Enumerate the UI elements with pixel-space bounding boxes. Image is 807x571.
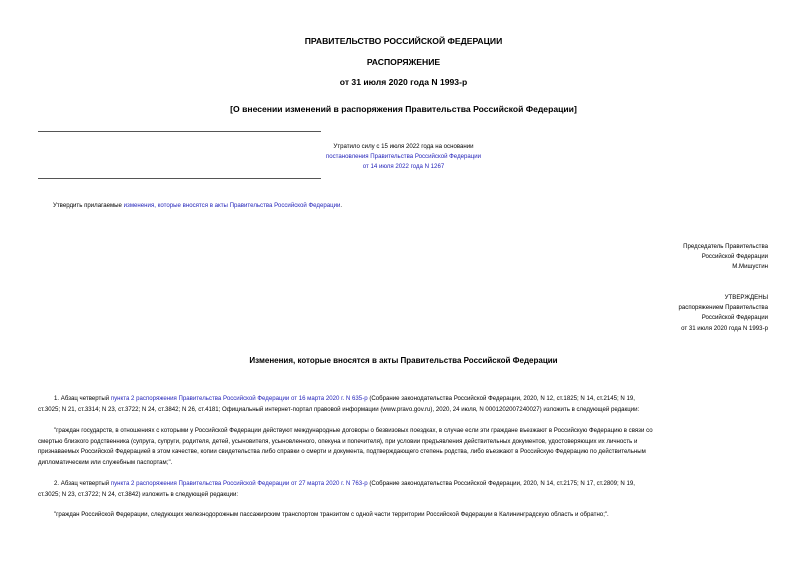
document-type: РАСПОРЯЖЕНИЕ — [366, 57, 441, 67]
separator-top — [38, 131, 321, 132]
changes-link[interactable]: изменения, которые вносятся в акты Правительства Российской Федерации — [123, 202, 341, 209]
approved-by: распоряжением Правительства — [678, 304, 768, 312]
status-note — [300, 142, 507, 173]
quote-2 — [38, 510, 768, 521]
document-title: [О внесении изменений в распоряжения Правительства Российской Федерации] — [230, 104, 577, 114]
decree-763-link[interactable]: пункта 2 распоряжения Правительства Российской Федерации от 27 марта 2020 г. N 763-р — [110, 480, 368, 487]
item-1 — [38, 394, 768, 415]
approve-paragraph — [53, 201, 342, 211]
approved-date: от 31 июля 2020 года N 1993-р — [681, 324, 768, 332]
item-2-line-1 — [38, 479, 768, 490]
item-1-source: (Собрание законодательства Российской Федерации, 2020, N 12, ст.1825; N 14, ст.2145; N 19, — [367, 395, 635, 402]
decree-635-link[interactable]: пункта 2 распоряжения Правительства Российской Федерации от 16 марта 2020 г. N 635-р — [110, 395, 368, 402]
signature-country: Российской Федерации — [701, 253, 768, 261]
approved-country: Российской Федерации — [701, 314, 768, 322]
quote-1-line-3: признаваемых Российской Федерацией в этом качестве, копии свидетельства либо справки о смерти и документа, подтверждающего степень родства, либо въезжают в Российскую Федерацию по действительным — [38, 448, 646, 455]
government-heading: ПРАВИТЕЛЬСТВО РОССИЙСКОЙ ФЕДЕРАЦИИ — [304, 36, 503, 46]
quote-1-line-4: дипломатическим или служебным паспортам;". — [38, 458, 173, 466]
repeal-decree-link[interactable]: постановления Правительства Российской Федерации — [325, 153, 482, 161]
item-2-source: (Собрание законодательства Российской Федерации, 2020, N 14, ст.2175; N 17, ст.2809; N 19, — [367, 480, 635, 487]
item-2-line-2: ст.3025; N 23, ст.3722; N 24, ст.3842) изложить в следующей редакции: — [38, 490, 239, 498]
approve-text-end: . — [340, 202, 343, 209]
changes-title: Изменения, которые вносятся в акты Правительства Российской Федерации — [249, 356, 558, 365]
item-1-lead: 1. Абзац четвертый — [54, 395, 111, 402]
quote-2-line-1: "граждан Российской Федерации, следующих железнодорожным пассажирским транспортом транзитом с одной части территории Российской Федерации в Калининградскую область и обратно;". — [54, 511, 609, 518]
approved-heading: УТВЕРЖДЕНЫ — [724, 294, 768, 301]
item-2-lead: 2. Абзац четвертый — [54, 480, 111, 487]
signature-position: Председатель Правительства — [683, 243, 768, 250]
separator-bottom — [38, 178, 321, 179]
status-note-text: Утратило силу с 15 июля 2022 года на основании — [333, 143, 474, 150]
item-2 — [38, 479, 768, 500]
quote-1-line-1: "граждан государств, в отношениях с которыми у Российской Федерации действуют международные договоры о безвизовых поездках, в случае если эти граждане въезжают в Российскую Федерацию в связи со — [54, 427, 653, 434]
item-1-line-1 — [38, 394, 768, 405]
item-1-line-2: ст.3025; N 21, ст.3314; N 23, ст.3722; N 24, ст.3842; N 26, ст.4181; Официальный интернет-портал правовой информации (www.pravo.gov.ru), 2020, 24 июля, N 0001202007240027) изложить в следующей редакции: — [38, 405, 640, 413]
approve-text: Утвердить прилагаемые — [53, 202, 124, 209]
approved-block — [560, 293, 768, 334]
signature-block — [560, 242, 768, 273]
document-date-number: от 31 июля 2020 года N 1993-р — [339, 77, 468, 87]
quote-1-line-2: смертью близкого родственника (супруга, супруги, родителя, детей, усыновителя, усыновленного, опекуна и попечителя), при условии предъявления действительных документов, удостоверяющих их личность и — [38, 437, 638, 445]
repeal-decree-date-link[interactable]: от 14 июля 2022 года N 1267 — [362, 163, 445, 171]
quote-1 — [38, 426, 768, 468]
signature-name: М.Мишустин — [732, 263, 768, 271]
